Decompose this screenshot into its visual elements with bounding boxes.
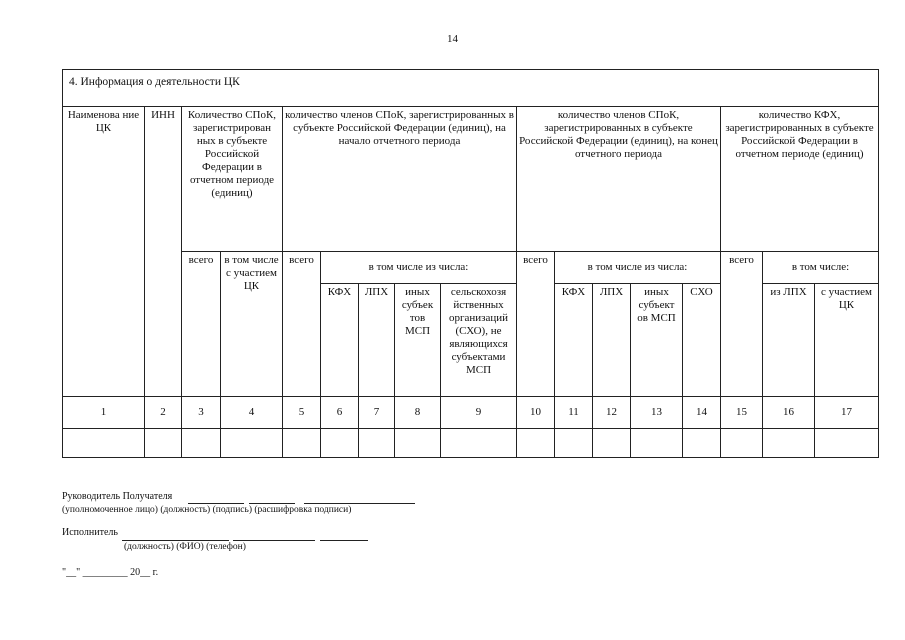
column-number: 16 xyxy=(763,397,815,429)
data-cell[interactable] xyxy=(321,429,359,458)
header-other-msp-b: иных субъек тов МСП xyxy=(395,284,441,397)
column-number: 5 xyxy=(283,397,321,429)
header-incl-ck: в том числе с участием ЦК xyxy=(221,252,283,397)
column-number: 10 xyxy=(517,397,555,429)
table-row xyxy=(63,429,879,458)
header-qty-spok: Количество СПоК, зарегистрирован ных в субъекте Российской Федерации в отчетном периоде (единиц) xyxy=(182,107,283,252)
data-cell[interactable] xyxy=(283,429,321,458)
header-from-lph-d: из ЛПХ xyxy=(763,284,815,397)
column-number: 8 xyxy=(395,397,441,429)
data-cell[interactable] xyxy=(359,429,395,458)
data-cell[interactable] xyxy=(221,429,283,458)
header-inn: ИНН xyxy=(145,107,182,397)
executor-label: Исполнитель xyxy=(62,527,118,538)
head-caption: (уполномоченное лицо) (должность) (подпись) (расшифровка подписи) xyxy=(62,505,352,515)
executor-caption: (должность) (ФИО) (телефон) xyxy=(124,542,246,552)
data-cell[interactable] xyxy=(182,429,221,458)
column-number: 17 xyxy=(815,397,879,429)
header-total-c: всего xyxy=(517,252,555,397)
column-number: 15 xyxy=(721,397,763,429)
signature-line xyxy=(249,503,295,504)
executor-position-line xyxy=(122,540,229,541)
header-kfh-c: КФХ xyxy=(555,284,593,397)
header-lph-b: ЛПХ xyxy=(359,284,395,397)
header-incl-from-b: в том числе из числа: xyxy=(321,252,517,284)
column-number: 3 xyxy=(182,397,221,429)
decoding-line xyxy=(304,503,415,504)
header-kfh-b: КФХ xyxy=(321,284,359,397)
header-with-ck-d: с участием ЦК xyxy=(815,284,879,397)
header-members-start: количество членов СПоК, зарегистрированных в субъекте Российской Федерации (единиц), на начало отчетного периода xyxy=(283,107,517,252)
data-cell[interactable] xyxy=(763,429,815,458)
position-line xyxy=(188,503,244,504)
column-number: 7 xyxy=(359,397,395,429)
header-kfh-count: количество КФХ, зарегистрированных в субъекте Российской Федерации в отчетном периоде (единиц) xyxy=(721,107,879,252)
data-cell[interactable] xyxy=(441,429,517,458)
data-cell[interactable] xyxy=(593,429,631,458)
data-cell[interactable] xyxy=(395,429,441,458)
header-sho-c: СХО xyxy=(683,284,721,397)
header-total-b: всего xyxy=(283,252,321,397)
section-title: 4. Информация о деятельности ЦК xyxy=(63,70,879,107)
header-total-a: всего xyxy=(182,252,221,397)
column-number: 14 xyxy=(683,397,721,429)
header-name-ck: Наименова ние ЦК xyxy=(63,107,145,397)
column-number: 2 xyxy=(145,397,182,429)
column-number: 6 xyxy=(321,397,359,429)
header-incl-from-c: в том числе из числа: xyxy=(555,252,721,284)
data-cell[interactable] xyxy=(631,429,683,458)
data-cell[interactable] xyxy=(555,429,593,458)
executor-phone-line xyxy=(320,540,368,541)
header-lph-c: ЛПХ xyxy=(593,284,631,397)
date-line: "__" _________ 20__ г. xyxy=(62,567,159,578)
column-number: 1 xyxy=(63,397,145,429)
header-other-msp-c: иных субъект ов МСП xyxy=(631,284,683,397)
header-members-end: количество членов СПоК, зарегистрированных в субъекте Российской Федерации (единиц), на конец отчетного периода xyxy=(517,107,721,252)
activity-table xyxy=(62,69,879,458)
data-cell[interactable] xyxy=(517,429,555,458)
column-number: 12 xyxy=(593,397,631,429)
column-number: 13 xyxy=(631,397,683,429)
column-number-row xyxy=(63,397,879,429)
column-number: 11 xyxy=(555,397,593,429)
column-number: 9 xyxy=(441,397,517,429)
data-cell[interactable] xyxy=(145,429,182,458)
column-number: 4 xyxy=(221,397,283,429)
header-total-d: всего xyxy=(721,252,763,397)
data-cell[interactable] xyxy=(721,429,763,458)
header-incl-d: в том числе: xyxy=(763,252,879,284)
head-label: Руководитель Получателя xyxy=(62,491,173,502)
data-cell[interactable] xyxy=(63,429,145,458)
data-cell[interactable] xyxy=(815,429,879,458)
page-number: 14 xyxy=(447,33,458,45)
executor-name-line xyxy=(233,540,315,541)
data-cell[interactable] xyxy=(683,429,721,458)
header-sho-b: сельскохозя йственных организаций (СХО), не являющихся субъектами МСП xyxy=(441,284,517,397)
